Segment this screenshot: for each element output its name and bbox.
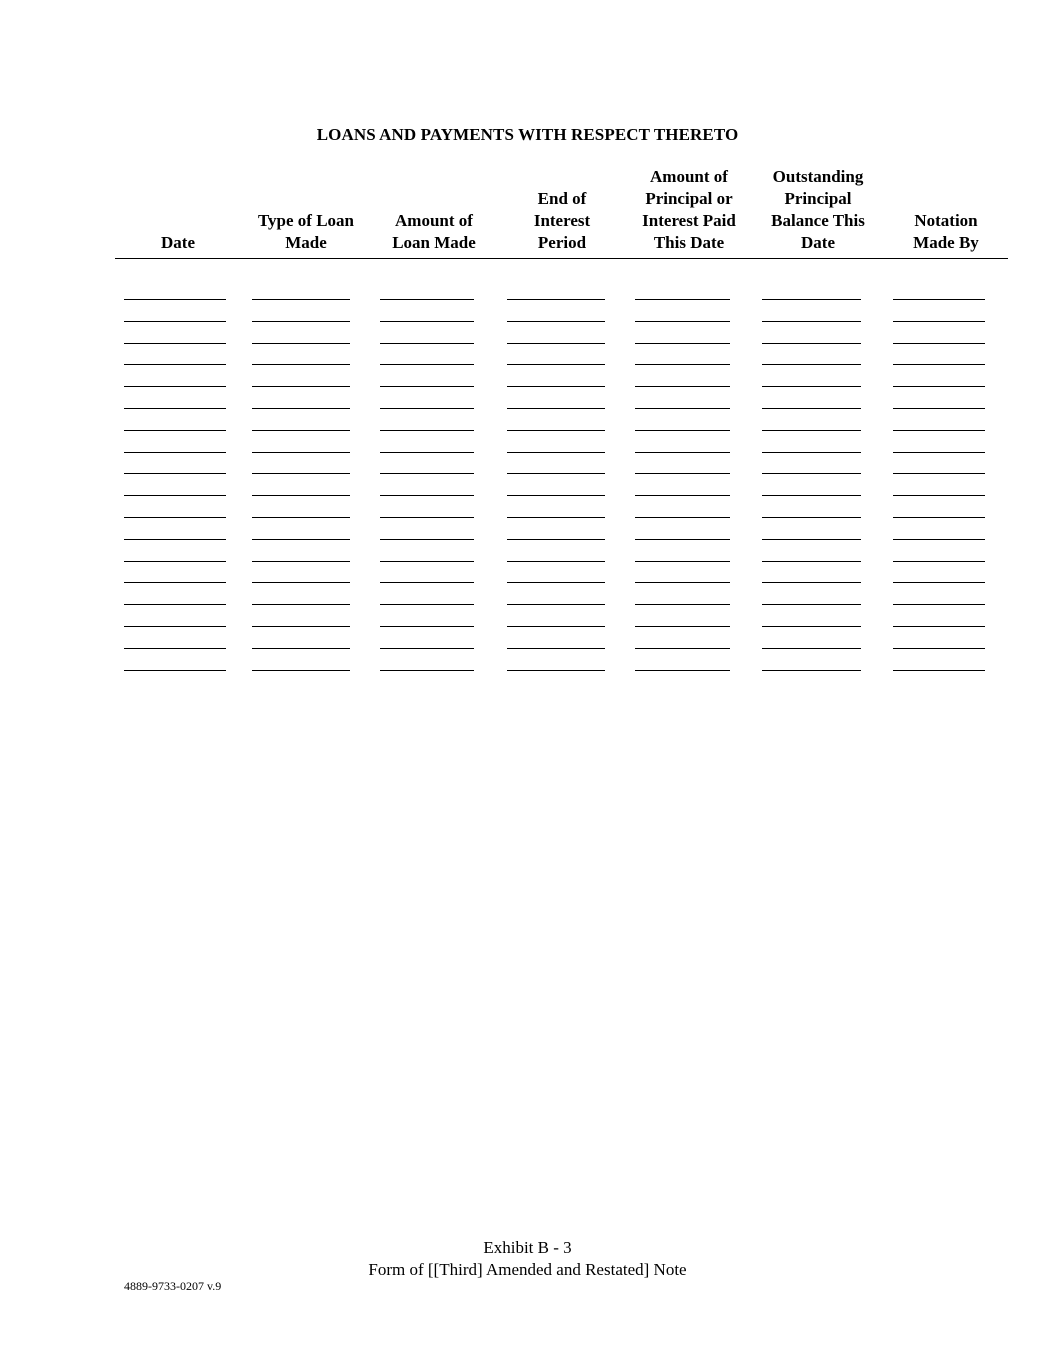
blank-line-type bbox=[252, 473, 350, 474]
blank-line-end bbox=[507, 495, 605, 496]
column-header-end-of-interest-period: End of Interest Period bbox=[533, 189, 591, 252]
blank-line-end bbox=[507, 626, 605, 627]
blank-line-amount bbox=[380, 604, 474, 605]
blank-line-date bbox=[124, 343, 226, 344]
blank-line-paid bbox=[635, 626, 730, 627]
blank-line-amount bbox=[380, 648, 474, 649]
blank-line-notation bbox=[893, 626, 985, 627]
blank-line-end bbox=[507, 582, 605, 583]
blank-line-date bbox=[124, 473, 226, 474]
blank-line-date bbox=[124, 561, 226, 562]
column-header-amount-of-loan: Amount of Loan Made bbox=[392, 211, 476, 252]
blank-line-paid bbox=[635, 364, 730, 365]
blank-line-balance bbox=[762, 582, 861, 583]
blank-line-notation bbox=[893, 495, 985, 496]
blank-line-balance bbox=[762, 473, 861, 474]
blank-line-notation bbox=[893, 364, 985, 365]
blank-line-type bbox=[252, 408, 350, 409]
blank-line-date bbox=[124, 582, 226, 583]
blank-line-type bbox=[252, 561, 350, 562]
blank-line-date bbox=[124, 670, 226, 671]
blank-line-amount bbox=[380, 452, 474, 453]
blank-line-date bbox=[124, 430, 226, 431]
blank-line-end bbox=[507, 299, 605, 300]
blank-line-amount bbox=[380, 561, 474, 562]
blank-line-balance bbox=[762, 452, 861, 453]
blank-line-end bbox=[507, 604, 605, 605]
footer-form-title: Form of [[Third] Amended and Restated] Note bbox=[368, 1260, 687, 1279]
blank-line-date bbox=[124, 386, 226, 387]
blank-line-paid bbox=[635, 495, 730, 496]
blank-line-notation bbox=[893, 670, 985, 671]
blank-line-type bbox=[252, 626, 350, 627]
blank-line-notation bbox=[893, 386, 985, 387]
blank-line-paid bbox=[635, 670, 730, 671]
blank-line-date bbox=[124, 452, 226, 453]
blank-line-amount bbox=[380, 473, 474, 474]
blank-line-end bbox=[507, 517, 605, 518]
blank-line-paid bbox=[635, 517, 730, 518]
blank-line-type bbox=[252, 495, 350, 496]
blank-line-paid bbox=[635, 582, 730, 583]
blank-line-type bbox=[252, 386, 350, 387]
blank-line-amount bbox=[380, 430, 474, 431]
blank-line-type bbox=[252, 517, 350, 518]
blank-line-end bbox=[507, 452, 605, 453]
blank-line-date bbox=[124, 604, 226, 605]
blank-line-date bbox=[124, 299, 226, 300]
document-number: 4889-9733-0207 v.9 bbox=[124, 1279, 222, 1293]
blank-line-end bbox=[507, 430, 605, 431]
blank-line-amount bbox=[380, 364, 474, 365]
blank-line-amount bbox=[380, 321, 474, 322]
blank-line-notation bbox=[893, 299, 985, 300]
blank-line-notation bbox=[893, 604, 985, 605]
column-header-type-of-loan: Type of Loan Made bbox=[257, 211, 355, 252]
blank-line-end bbox=[507, 670, 605, 671]
blank-line-type bbox=[252, 430, 350, 431]
blank-line-balance bbox=[762, 539, 861, 540]
blank-line-date bbox=[124, 408, 226, 409]
blank-line-paid bbox=[635, 408, 730, 409]
blank-line-paid bbox=[635, 604, 730, 605]
blank-line-balance bbox=[762, 343, 861, 344]
blank-line-date bbox=[124, 539, 226, 540]
blank-line-date bbox=[124, 364, 226, 365]
blank-line-balance bbox=[762, 648, 861, 649]
blank-line-type bbox=[252, 539, 350, 540]
column-header-outstanding-balance: Outstanding Principal Balance This Date bbox=[771, 167, 865, 252]
blank-line-type bbox=[252, 343, 350, 344]
blank-line-amount bbox=[380, 539, 474, 540]
blank-line-amount bbox=[380, 343, 474, 344]
blank-line-balance bbox=[762, 495, 861, 496]
blank-line-notation bbox=[893, 452, 985, 453]
column-header-notation: Notation Made By bbox=[913, 211, 979, 252]
blank-line-notation bbox=[893, 582, 985, 583]
blank-line-balance bbox=[762, 386, 861, 387]
blank-line-paid bbox=[635, 343, 730, 344]
blank-line-date bbox=[124, 626, 226, 627]
blank-line-amount bbox=[380, 670, 474, 671]
blank-line-date bbox=[124, 321, 226, 322]
blank-line-balance bbox=[762, 626, 861, 627]
blank-line-balance bbox=[762, 299, 861, 300]
blank-line-amount bbox=[380, 582, 474, 583]
blank-line-end bbox=[507, 364, 605, 365]
blank-line-end bbox=[507, 648, 605, 649]
blank-line-type bbox=[252, 648, 350, 649]
blank-line-balance bbox=[762, 670, 861, 671]
blank-line-type bbox=[252, 299, 350, 300]
blank-line-type bbox=[252, 670, 350, 671]
blank-line-paid bbox=[635, 539, 730, 540]
blank-line-amount bbox=[380, 517, 474, 518]
blank-line-notation bbox=[893, 561, 985, 562]
blank-line-date bbox=[124, 495, 226, 496]
blank-line-end bbox=[507, 408, 605, 409]
blank-line-end bbox=[507, 386, 605, 387]
blank-line-notation bbox=[893, 408, 985, 409]
blank-line-type bbox=[252, 604, 350, 605]
blank-line-balance bbox=[762, 604, 861, 605]
column-header-amount-paid: Amount of Principal or Interest Paid This Date bbox=[642, 167, 736, 252]
blank-line-date bbox=[124, 517, 226, 518]
blank-line-paid bbox=[635, 299, 730, 300]
blank-line-end bbox=[507, 473, 605, 474]
blank-line-paid bbox=[635, 386, 730, 387]
blank-line-type bbox=[252, 582, 350, 583]
page-title: LOANS AND PAYMENTS WITH RESPECT THERETO bbox=[316, 125, 739, 144]
blank-line-notation bbox=[893, 517, 985, 518]
blank-line-notation bbox=[893, 648, 985, 649]
blank-line-date bbox=[124, 648, 226, 649]
blank-line-end bbox=[507, 561, 605, 562]
blank-line-amount bbox=[380, 495, 474, 496]
blank-line-paid bbox=[635, 321, 730, 322]
blank-line-balance bbox=[762, 561, 861, 562]
footer-exhibit-label: Exhibit B - 3 bbox=[483, 1238, 572, 1257]
blank-line-balance bbox=[762, 517, 861, 518]
blank-line-amount bbox=[380, 299, 474, 300]
blank-line-balance bbox=[762, 364, 861, 365]
blank-line-paid bbox=[635, 561, 730, 562]
blank-line-paid bbox=[635, 452, 730, 453]
blank-line-end bbox=[507, 539, 605, 540]
blank-line-end bbox=[507, 321, 605, 322]
column-header-date: Date bbox=[161, 233, 195, 252]
blank-line-paid bbox=[635, 430, 730, 431]
blank-line-notation bbox=[893, 473, 985, 474]
blank-line-type bbox=[252, 452, 350, 453]
blank-line-amount bbox=[380, 626, 474, 627]
blank-line-type bbox=[252, 321, 350, 322]
blank-line-amount bbox=[380, 386, 474, 387]
blank-line-notation bbox=[893, 343, 985, 344]
blank-line-paid bbox=[635, 473, 730, 474]
blank-line-balance bbox=[762, 430, 861, 431]
blank-line-notation bbox=[893, 539, 985, 540]
blank-line-paid bbox=[635, 648, 730, 649]
blank-line-balance bbox=[762, 408, 861, 409]
blank-line-type bbox=[252, 364, 350, 365]
blank-line-end bbox=[507, 343, 605, 344]
blank-line-amount bbox=[380, 408, 474, 409]
blank-line-balance bbox=[762, 321, 861, 322]
blank-line-notation bbox=[893, 321, 985, 322]
blank-line-notation bbox=[893, 430, 985, 431]
